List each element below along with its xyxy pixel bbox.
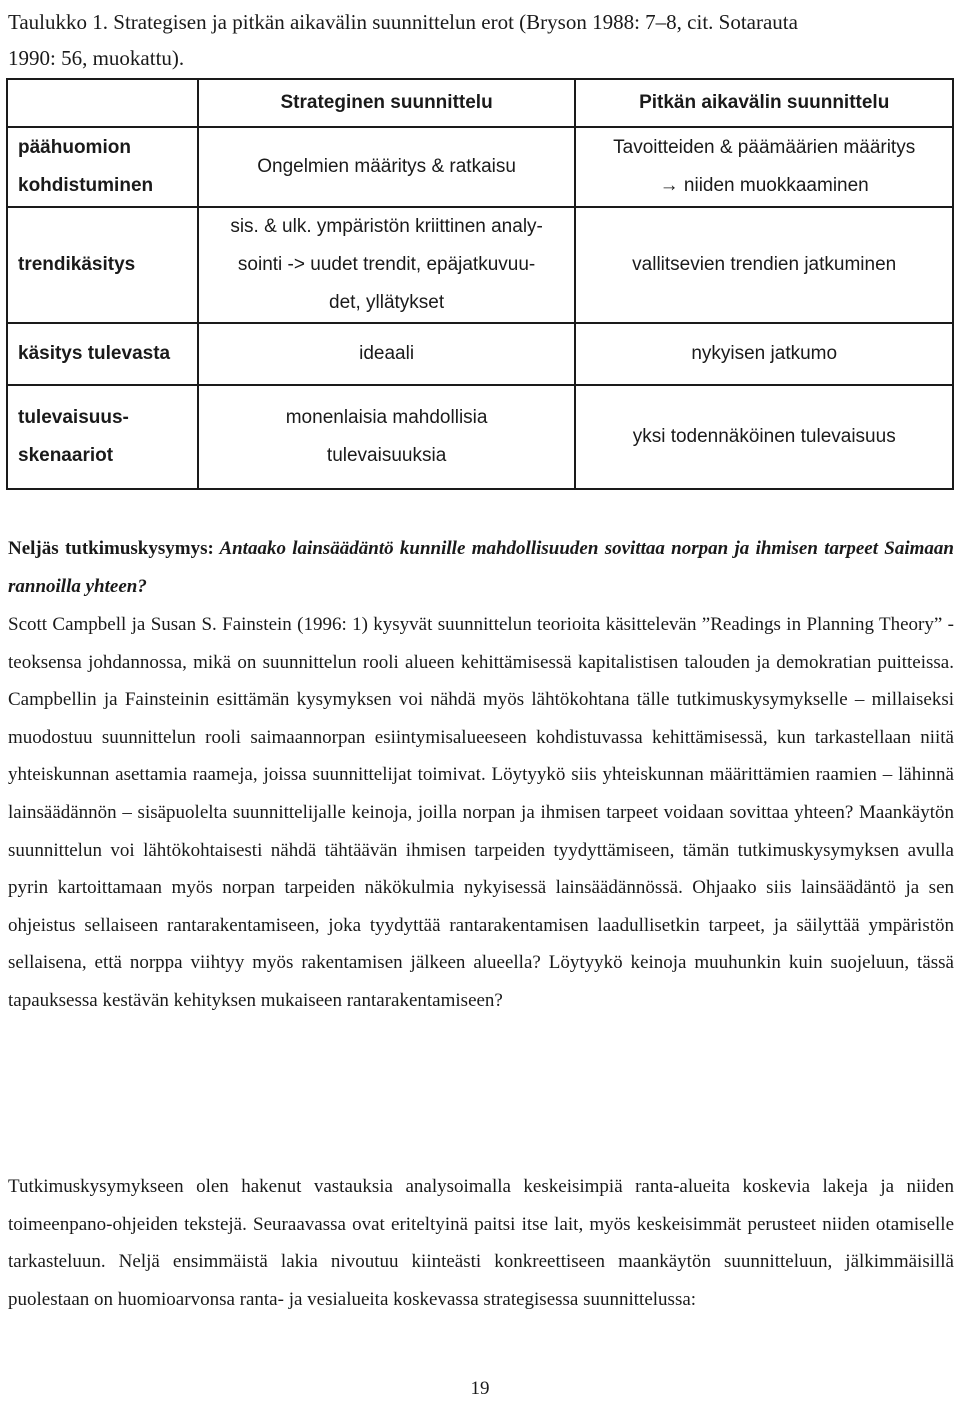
cell-line: Ongelmien määritys & ratkaisu bbox=[257, 156, 516, 177]
page-number: 19 bbox=[470, 1378, 490, 1399]
header-longterm: Pitkän aikavälin suunnittelu bbox=[575, 79, 953, 127]
cell-line: → niiden muokkaaminen bbox=[659, 175, 869, 196]
cell-line: tulevaisuuksia bbox=[326, 445, 447, 466]
longterm-cell bbox=[575, 207, 953, 323]
row-label-line: tulevaisuus- bbox=[18, 407, 129, 428]
paragraph-1: Scott Campbell ja Susan S. Fainstein (1996: 1) kysyvät suunnittelun teorioita käsittelevän ”Readings in Planning Theory” -teoksensa johdannossa, mikä on suunnittelun rooli alueen kehittämisessä kapitalistisen talouden ja demokratian puitteissa. Campbellin ja Fainsteinin esittämän kysymyksen voi nähdä myös lähtökohtana tälle tutkimuskysymykselle – millaiseksi muodostuu suunnittelun rooli saimaannorpan esiintymisalueeseen kohdistuvassa kehittämisessä, kun tarkastellaan niitä yhteiskunnan asettamia raameja, joissa suunnittelijat toimivat. Löytyykö siis yhteiskunnan määrittämien raamien – lähinnä lainsäädännön – sisäpuolelta suunnittelijalle keinoja, joilla norpan ja ihmisen tarpeet voidaan sovittaa yhteen? Maankäytön suunnittelun voi lähtökohtaisesti nähdä tähtäävän ihmisen tarpeiden tyydyttämiseen, tämän tutkimuskysymyksen avulla pyrin kartoittamaan myös norpan tarpeiden näkökulmia nykyisessä lainsäädännössä. Ohjaako siis lainsäädäntö ja sen ohjeistus sellaiseen rantarakentamiseen, joka tyydyttää rantarakentamisen laadullisetkin tarpeet, ja säilyttää ympäristön sellaisena, että norppa viihtyy myös rakentamisen jälkeen alueella? Löytyykö keinoja muuhunkin kuin suojeluun, tässä tapauksessa kestävän kehityksen mukaiseen rantarakentamiseen? bbox=[8, 614, 954, 1011]
row-label-line: skenaariot bbox=[18, 445, 114, 466]
table-row bbox=[7, 207, 953, 323]
strategic-cell bbox=[198, 323, 576, 385]
cell-line: det, yllätykset bbox=[329, 292, 445, 313]
row-label-line: käsitys tulevasta bbox=[18, 343, 171, 364]
table-row bbox=[7, 127, 953, 207]
comparison-table bbox=[6, 78, 954, 490]
row-label-line: kohdistuminen bbox=[18, 175, 154, 196]
cell-line: sis. & ulk. ympäristön kriittinen analy- bbox=[230, 216, 543, 237]
row-label bbox=[7, 207, 198, 323]
caption-line-2: 1990: 56, muokattu). bbox=[8, 46, 185, 70]
table-row bbox=[7, 385, 953, 489]
cell-line: sointi -> uudet trendit, epäjatkuvuu- bbox=[237, 254, 536, 275]
strategic-cell bbox=[198, 385, 576, 489]
header-strategic: Strateginen suunnittelu bbox=[198, 79, 576, 127]
row-label bbox=[7, 385, 198, 489]
longterm-cell bbox=[575, 323, 953, 385]
header-empty-cell bbox=[7, 79, 198, 127]
cell-line: vallitsevien trendien jatkuminen bbox=[632, 254, 897, 275]
row-label-line: päähuomion bbox=[18, 137, 131, 158]
row-label-line: trendikäsitys bbox=[18, 254, 136, 275]
strategic-cell bbox=[198, 207, 576, 323]
table-caption bbox=[8, 4, 952, 76]
table-header-row bbox=[7, 79, 953, 127]
longterm-cell bbox=[575, 127, 953, 207]
cell-line: ideaali bbox=[359, 343, 415, 364]
row-label bbox=[7, 323, 198, 385]
research-question bbox=[8, 530, 954, 605]
question-text: Antaako lainsäädäntö kunnille mahdollisuuden sovittaa norpan ja ihmisen tarpeet Saimaan rannoilla yhteen? bbox=[8, 538, 955, 597]
longterm-cell bbox=[575, 385, 953, 489]
paragraph-2: Tutkimuskysymykseen olen hakenut vastauksia analysoimalla keskeisimpiä ranta-alueita koskevia lakeja ja niiden toimeenpano-ohjeiden tekstejä. Seuraavassa ovat eriteltyinä paitsi itse lait, myös keskeisimmät perusteet niiden otamiselle tarkasteluun. Neljä ensimmäistä lakia nivoutuu kiinteästi konkreettiseen maankäytön suunnitteluun, jälkimmäisillä puolestaan on huomioarvonsa ranta- ja vesialueita koskevassa strategisessa suunnittelussa: bbox=[8, 1176, 954, 1310]
caption-line-1: Taulukko 1. Strategisen ja pitkän aikavälin suunnittelun erot (Bryson 1988: 7–8, cit. Sotarauta bbox=[8, 10, 798, 34]
table-row bbox=[7, 323, 953, 385]
question-lead: Neljäs tutkimuskysymys: bbox=[8, 538, 214, 559]
cell-line: monenlaisia mahdollisia bbox=[285, 407, 488, 428]
cell-line: Tavoitteiden & päämäärien määritys bbox=[613, 137, 916, 158]
row-label bbox=[7, 127, 198, 207]
strategic-cell bbox=[198, 127, 576, 207]
cell-line: nykyisen jatkumo bbox=[691, 343, 838, 364]
cell-line: yksi todennäköinen tulevaisuus bbox=[632, 426, 896, 447]
